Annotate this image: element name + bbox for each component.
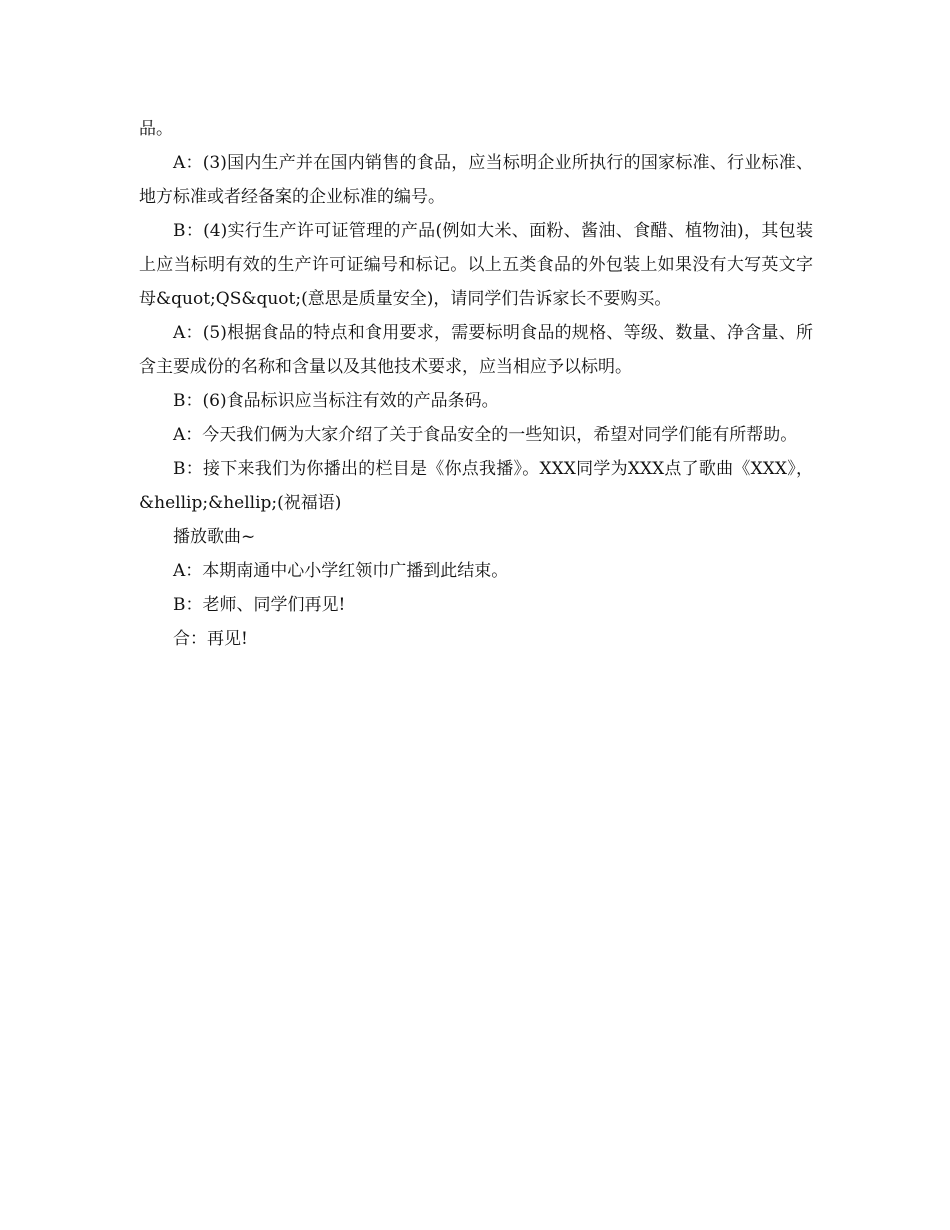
paragraph-b-goodbye: B：老师、同学们再见! <box>173 595 346 615</box>
document-body <box>139 112 813 656</box>
paragraph-together-goodbye: 合：再见! <box>173 629 248 649</box>
paragraph-a-specifications: A：(5)根据食品的特点和食用要求，需要标明食品的规格、等级、数量、净含量、所含主要成份的名称和含量以及其他技术要求，应当相应予以标明。 <box>139 323 813 377</box>
paragraph-a-summary: A：今天我们俩为大家介绍了关于食品安全的一些知识，希望对同学们能有所帮助。 <box>173 425 798 445</box>
paragraph-play-song: 播放歌曲~ <box>173 527 256 547</box>
paragraph-b-barcode: B：(6)食品标识应当标注有效的产品条码。 <box>173 391 499 411</box>
paragraph-b-production-license: B：(4)实行生产许可证管理的产品(例如大米、面粉、酱油、食醋、植物油)，其包装上应当标明有效的生产许可证编号和标记。以上五类食品的外包装上如果没有大写英文字母&quot;QS&quot;(意思是质量安全)，请同学们告诉家长不要购买。 <box>139 221 813 309</box>
paragraph-a-national-standard: A：(3)国内生产并在国内销售的食品，应当标明企业所执行的国家标准、行业标准、地方标准或者经备案的企业标准的编号。 <box>139 153 813 207</box>
paragraph-b-song-request: B：接下来我们为你播出的栏目是《你点我播》。XXX同学为XXX点了歌曲《XXX》，&hellip;&hellip;(祝福语) <box>139 459 813 513</box>
paragraph-a-closing: A：本期南通中心小学红领巾广播到此结束。 <box>173 561 509 581</box>
paragraph-continuation: 品。 <box>139 119 173 139</box>
